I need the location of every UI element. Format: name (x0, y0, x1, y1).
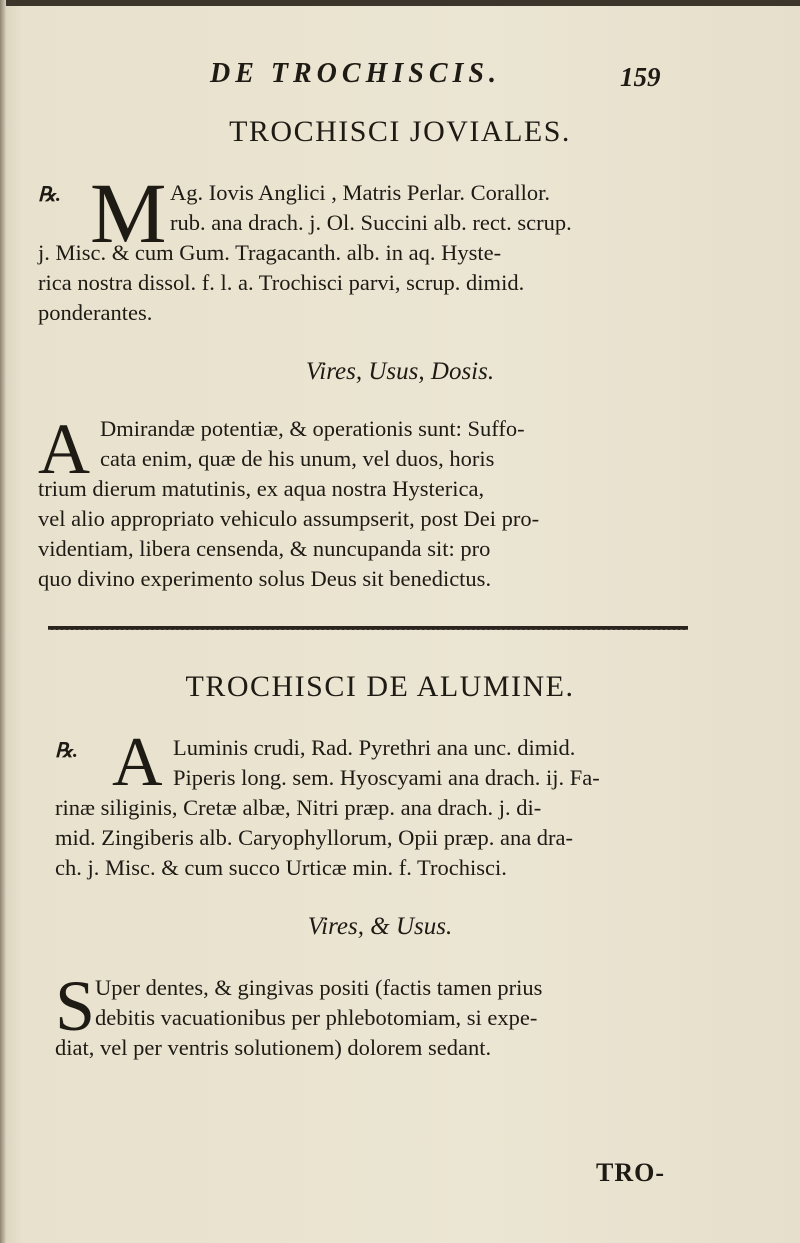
section-divider-rule (48, 626, 688, 630)
recipe-joviales (38, 178, 708, 328)
section-title-alumine: TROCHISCI DE ALUMINE. (185, 670, 575, 703)
recipe-line: rub. ana drach. j. Ol. Succini alb. rect. scrup. (170, 210, 572, 235)
body-line: diat, vel per ventris solutionem) dolorem sedant. (55, 1035, 492, 1060)
subhead-vires-usus-dosis: Vires, Usus, Dosis. (305, 358, 495, 385)
recipe-line: Ag. Iovis Anglici , Matris Perlar. Corallor. (170, 180, 550, 205)
recipe-line: rica nostra dissol. f. l. a. Trochisci parvi, scrup. dimid. (38, 270, 525, 295)
recipe-line: rinæ siliginis, Cretæ albæ, Nitri præp. ana drach. j. di- (55, 795, 542, 820)
recipe-alumine (55, 733, 705, 883)
drop-cap-m: M (90, 165, 167, 261)
body-line: quo divino experimento solus Deus sit benedictus. (38, 566, 492, 591)
body-line: vel alio appropriato vehiculo assumpserit, post Dei pro- (38, 506, 540, 531)
body-line: videntiam, libera censenda, & nuncupanda sit: pro (38, 536, 491, 561)
drop-cap-a: A (38, 409, 90, 489)
body-line: Dmirandæ potentiæ, & operationis sunt: Suffo- (100, 416, 525, 441)
page-top-edge (0, 0, 800, 6)
recipe-line: mid. Zingiberis alb. Caryophyllorum, Opii præp. ana dra- (55, 825, 574, 850)
body-alumine (55, 973, 710, 1063)
recipe-line: Piperis long. sem. Hyoscyami ana drach. ij. Fa- (173, 765, 600, 790)
recipe-sign: ℞. (38, 184, 61, 206)
body-line: debitis vacuationibus per phlebotomiam, si expe- (95, 1005, 538, 1030)
drop-cap-s: S (55, 966, 96, 1046)
drop-cap-a: A (112, 724, 163, 801)
recipe-line: j. Misc. & cum Gum. Tragacanth. alb. in aq. Hyste- (38, 240, 502, 265)
section-title-joviales: TROCHISCI JOVIALES. (229, 115, 571, 148)
catchword: TRO- (596, 1158, 665, 1187)
page-number: 159 (620, 62, 661, 92)
running-head: DE TROCHISCIS. (210, 58, 501, 89)
recipe-line: ch. j. Misc. & cum succo Urticæ min. f. Trochisci. (55, 855, 507, 880)
recipe-line: ponderantes. (38, 300, 153, 325)
body-line: trium dierum matutinis, ex aqua nostra Hysterica, (38, 476, 485, 501)
recipe-line: Luminis crudi, Rad. Pyrethri ana unc. dimid. (173, 735, 576, 760)
body-line: cata enim, quæ de his unum, vel duos, horis (100, 446, 495, 471)
body-line: Uper dentes, & gingivas positi (factis tamen prius (95, 975, 543, 1000)
page-binding-edge (0, 0, 6, 1243)
subhead-vires-usus: Vires, & Usus. (307, 913, 453, 940)
body-joviales (38, 409, 708, 594)
recipe-sign: ℞. (55, 740, 78, 762)
